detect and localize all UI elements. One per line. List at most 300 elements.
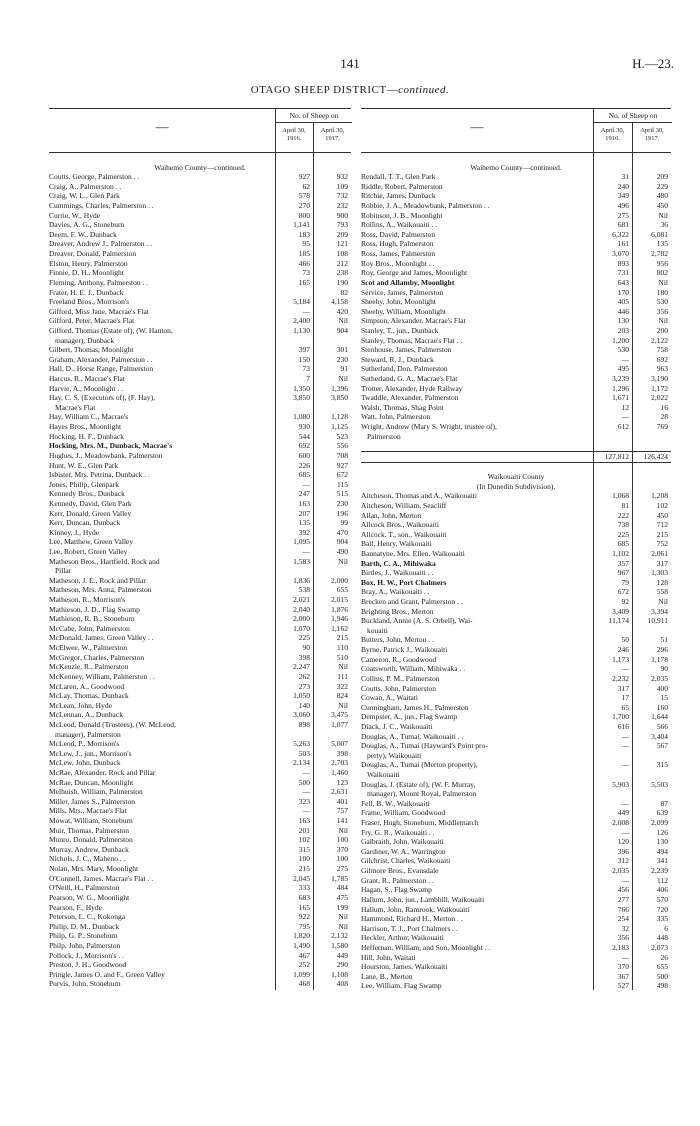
sheep-1917: 1,876 bbox=[331, 604, 348, 614]
sheep-1916: 692 bbox=[298, 441, 310, 451]
owner-name: Fell, B. W., Waikouaiti bbox=[361, 798, 430, 808]
sheep-1917: 900 bbox=[336, 210, 348, 220]
table-row bbox=[361, 933, 671, 943]
owner-name: McLeod, Donald (Trustees), (W. McLeod, bbox=[49, 719, 176, 729]
sheep-1916: 130 bbox=[617, 316, 629, 326]
owner-name: Aitcheson, William, Seacliff bbox=[361, 500, 447, 510]
table-row bbox=[361, 393, 671, 403]
owner-name: McKenzie, R., Palmerston bbox=[49, 662, 129, 672]
owner-name: Diack, J. C., Waikouaiti bbox=[361, 721, 433, 731]
sheep-1916: 398 bbox=[298, 652, 310, 662]
sheep-1917: 3,850 bbox=[331, 393, 348, 403]
sheep-1917: 215 bbox=[336, 633, 348, 643]
table-row bbox=[49, 653, 351, 663]
sheep-1916: — bbox=[621, 731, 629, 741]
owner-name: Pringle, James O. and F., Green Valley bbox=[49, 969, 165, 979]
table-row bbox=[361, 722, 671, 732]
table-row bbox=[361, 211, 671, 221]
owner-name: Philp, G. P., Stoneburn bbox=[49, 931, 118, 941]
table-row bbox=[49, 384, 351, 394]
sheep-1917: Nil bbox=[338, 825, 348, 835]
owner-name: Kinney, J., Hyde bbox=[49, 527, 100, 537]
owner-name: Hocking, H. F., Dunback bbox=[49, 431, 125, 441]
table-row bbox=[361, 847, 671, 857]
owner-name: Bray, A., Waikouaiti . . bbox=[361, 587, 430, 597]
sheep-1917: 90 bbox=[660, 664, 668, 674]
table-row bbox=[361, 943, 671, 953]
sheep-1917: 1,172 bbox=[651, 383, 668, 393]
sheep-1917: 1,460 bbox=[331, 768, 348, 777]
sheep-1916: 1,583 bbox=[293, 556, 310, 566]
owner-name: Davies, A. G., Stoneburn bbox=[49, 220, 125, 230]
owner-name: Jones, Philip, Glenpark bbox=[49, 479, 119, 489]
table-row bbox=[49, 518, 351, 528]
title-italic: continued. bbox=[398, 84, 450, 96]
sheep-1917: 87 bbox=[660, 798, 668, 808]
sheep-1917: 566 bbox=[656, 721, 668, 731]
sheep-1917: 109 bbox=[336, 181, 348, 191]
sheep-1916: 496 bbox=[617, 201, 629, 211]
sheep-1917: 100 bbox=[336, 854, 348, 864]
sheep-1917: 123 bbox=[336, 777, 348, 787]
owner-name: Philip, D. M., Dunback bbox=[49, 921, 120, 931]
sheep-1916: 357 bbox=[617, 558, 629, 568]
table-row bbox=[49, 749, 351, 759]
table-row bbox=[49, 662, 351, 672]
owner-name: Box, H. W., Port Chalmers bbox=[361, 577, 447, 587]
table-row bbox=[49, 845, 351, 855]
table-row bbox=[49, 605, 351, 615]
sheep-1916: 5,903 bbox=[612, 779, 629, 789]
sheep-1917: 1,108 bbox=[331, 969, 348, 979]
sheep-1917: 932 bbox=[336, 172, 348, 182]
owner-name: Aitcheson, Thomas and A., Waikouaiti bbox=[361, 491, 477, 501]
table-row bbox=[361, 491, 671, 501]
sheep-1916: 683 bbox=[298, 892, 310, 902]
sheep-1917: 484 bbox=[336, 883, 348, 893]
sheep-1916: 1,080 bbox=[293, 412, 310, 422]
sheep-1917: 1,580 bbox=[331, 940, 348, 950]
sheep-1917: 232 bbox=[336, 201, 348, 211]
sheep-1916: 32 bbox=[621, 923, 629, 933]
table-row bbox=[361, 539, 671, 549]
table-row bbox=[49, 874, 351, 884]
owner-name: Heckler, Arthur, Waikouaiti bbox=[361, 933, 444, 943]
sheep-1917: 296 bbox=[656, 645, 668, 655]
table-row bbox=[361, 674, 671, 684]
table-row bbox=[49, 912, 351, 922]
table-row bbox=[361, 645, 671, 655]
table-row bbox=[361, 559, 671, 569]
sheep-1917: 1,178 bbox=[651, 654, 668, 664]
sheep-1917: 793 bbox=[336, 220, 348, 230]
table-row bbox=[361, 278, 671, 288]
sheep-1916: — bbox=[621, 354, 629, 364]
sheep-1916: 65 bbox=[621, 702, 629, 712]
sheep-1916: 3,060 bbox=[293, 710, 310, 720]
table-row bbox=[49, 893, 351, 903]
sheep-1917: 28 bbox=[660, 412, 668, 422]
sheep-1916: 317 bbox=[617, 683, 629, 693]
owner-name: Frame, William, Goodwood bbox=[361, 808, 446, 818]
table-row bbox=[361, 568, 671, 578]
table-row bbox=[361, 530, 671, 540]
sheep-1917: 6,081 bbox=[651, 229, 668, 239]
sheep-1917: 100 bbox=[336, 835, 348, 845]
table-row bbox=[361, 828, 671, 838]
sheep-1917: 757 bbox=[336, 806, 348, 816]
sheep-1916: 203 bbox=[617, 325, 629, 335]
owner-name: McElwee, W., Palmerston bbox=[49, 643, 128, 653]
sheep-1917: Nil bbox=[658, 316, 668, 326]
sheep-1916: 1,099 bbox=[293, 969, 310, 979]
table-row bbox=[49, 576, 351, 586]
sheep-1917: 229 bbox=[656, 181, 668, 191]
owner-name: Preston, J. H., Goodwood bbox=[49, 960, 127, 970]
table-row bbox=[49, 864, 351, 874]
owner-name: Melhuish, William, Palmerston bbox=[49, 787, 143, 797]
table-row bbox=[49, 412, 351, 422]
table-row bbox=[49, 470, 351, 480]
owner-name: Miller, James S., Palmerston bbox=[49, 796, 135, 806]
sheep-1917: 639 bbox=[656, 808, 668, 818]
sheep-1917: 141 bbox=[336, 816, 348, 826]
owner-name: perty), Waikouaiti bbox=[367, 750, 422, 760]
sheep-1917: 406 bbox=[656, 885, 668, 895]
sheep-1916: — bbox=[621, 412, 629, 422]
owner-name: Kennedy Bros., Dunback bbox=[49, 489, 125, 499]
left-column bbox=[49, 108, 351, 989]
sheep-1916: 495 bbox=[617, 364, 629, 374]
sheep-1917: 494 bbox=[656, 846, 668, 856]
sheep-1916: 544 bbox=[298, 431, 310, 441]
sheep-1917: 523 bbox=[336, 431, 348, 441]
table-row bbox=[361, 172, 671, 182]
sheep-1917: 2,631 bbox=[331, 787, 348, 797]
owner-name: Ross, James, Palmerston bbox=[361, 249, 436, 259]
table-row bbox=[361, 259, 671, 269]
sheep-1916: 898 bbox=[298, 719, 310, 729]
sheep-1917: 275 bbox=[336, 864, 348, 874]
table-row bbox=[361, 962, 671, 972]
sheep-1917: 322 bbox=[336, 681, 348, 691]
table-row bbox=[361, 972, 671, 982]
table-row bbox=[361, 664, 671, 674]
sheep-1916: — bbox=[302, 306, 310, 316]
owner-name: Mowat, William, Stoneburn bbox=[49, 816, 133, 826]
sheep-1916: 183 bbox=[298, 229, 310, 239]
sheep-1916: 2,035 bbox=[612, 866, 629, 876]
table-row bbox=[49, 806, 351, 816]
sheep-1916: 1,820 bbox=[293, 931, 310, 941]
table-row bbox=[361, 837, 671, 847]
section-heading bbox=[361, 472, 671, 482]
sheep-1916: 11,174 bbox=[608, 616, 629, 626]
sheep-1917: 1,785 bbox=[331, 873, 348, 883]
sheep-1917: 2,022 bbox=[651, 393, 668, 403]
owner-name: manager), Palmerston bbox=[55, 729, 121, 739]
sheep-1917: Nil bbox=[658, 277, 668, 287]
sheep-1916: 738 bbox=[617, 520, 629, 530]
table-row bbox=[361, 789, 671, 799]
column-rule bbox=[632, 153, 633, 990]
owner-name: Matheson, R., Morrison's bbox=[49, 595, 126, 605]
sheep-1917: 758 bbox=[656, 345, 668, 355]
sheep-1917: 475 bbox=[336, 892, 348, 902]
table-row bbox=[361, 885, 671, 895]
owner-name: Currie, W., Hyde bbox=[49, 210, 101, 220]
owner-name: Kerr, Donald, Green Valley bbox=[49, 508, 132, 518]
sheep-1917: 567 bbox=[656, 741, 668, 751]
sheep-1916: 102 bbox=[298, 835, 310, 845]
owner-name: Ross, Hugh, Palmerston bbox=[361, 239, 434, 249]
table-row bbox=[361, 520, 671, 530]
header-group-label: No. of Sheep on bbox=[594, 109, 672, 123]
table-row bbox=[361, 799, 671, 809]
owner-name: Heffernan, William, and Son, Moonlight . . bbox=[361, 942, 491, 952]
sheep-1917: 400 bbox=[656, 683, 668, 693]
owner-name: Kennedy, David, Glen Park bbox=[49, 498, 132, 508]
sheep-1916: — bbox=[621, 952, 629, 962]
sheep-1917: 2,000 bbox=[331, 575, 348, 585]
section-heading bbox=[361, 163, 671, 173]
sheep-1917: Nil bbox=[658, 210, 668, 220]
table-row bbox=[49, 422, 351, 432]
sheep-1916: 893 bbox=[617, 258, 629, 268]
owner-name: Graham, Alexander, Palmerston . . bbox=[49, 354, 153, 364]
table-row bbox=[361, 703, 671, 713]
sheep-1916: 201 bbox=[298, 825, 310, 835]
owner-name: Walsh, Thomas, Shag Point bbox=[361, 402, 444, 412]
sheep-1917: 209 bbox=[336, 229, 348, 239]
owner-name: Steward, R. J., Dunback bbox=[361, 354, 434, 364]
owner-name: Hammond, Richard H., Merton . . bbox=[361, 914, 463, 924]
owner-name: Deem, F. W., Dunback bbox=[49, 229, 117, 239]
sheep-1917: 398 bbox=[336, 748, 348, 758]
page-number: 141 bbox=[340, 56, 360, 71]
table-row bbox=[361, 384, 671, 394]
sheep-1916: — bbox=[621, 741, 629, 751]
table-row bbox=[49, 307, 351, 317]
sheep-1916: 1,130 bbox=[293, 325, 310, 335]
sheep-1916: 466 bbox=[298, 258, 310, 268]
sheep-1917: 370 bbox=[336, 844, 348, 854]
sheep-1916: — bbox=[621, 827, 629, 837]
owner-name: Dreaver, Donald, Palmerston bbox=[49, 249, 137, 259]
table-row bbox=[49, 239, 351, 249]
sheep-1916: — bbox=[621, 760, 629, 770]
table-row bbox=[361, 684, 671, 694]
page-reference: H.—23. bbox=[632, 56, 674, 71]
sheep-1917: 712 bbox=[656, 520, 668, 530]
owner-name: Hunt, W. E., Glen Park bbox=[49, 460, 119, 470]
owner-name: Douglas, A., Tumai (Hayward's Point pro- bbox=[361, 741, 488, 751]
section-title: Waikouaiti County bbox=[487, 472, 545, 482]
sheep-1917: 26 bbox=[660, 952, 668, 962]
sheep-1916: 323 bbox=[298, 796, 310, 806]
sheep-1916: 215 bbox=[298, 864, 310, 874]
owner-name: Hourston, James, Waikouaiti bbox=[361, 962, 448, 972]
sheep-1917: 99 bbox=[340, 518, 348, 528]
column-rule bbox=[593, 153, 594, 990]
owner-name: Bannatyne, Mrs. Ellen, Waikouaiti bbox=[361, 548, 465, 558]
owner-name: Matheson, J. E., Rock and Pillar bbox=[49, 575, 146, 585]
sheep-1916: 79 bbox=[621, 577, 629, 587]
table-row bbox=[361, 780, 671, 790]
sheep-1916: 930 bbox=[298, 422, 310, 432]
owner-name: Peterson, L. C., Kokonga bbox=[49, 912, 126, 922]
owner-name: Stanley, Thomas, Macrae's Flat . . bbox=[361, 335, 463, 345]
sheep-1917: 408 bbox=[336, 979, 348, 989]
owner-name: Gilbert, Thomas, Moonlight bbox=[49, 345, 134, 355]
owner-name: Pollock, J., Morrison's . . bbox=[49, 950, 124, 960]
owner-name: Frater, H. E. J., Dunback bbox=[49, 287, 124, 297]
table-row bbox=[361, 607, 671, 617]
sheep-1916: 2,134 bbox=[293, 758, 310, 768]
sheep-1916: 207 bbox=[298, 508, 310, 518]
sheep-1916: 685 bbox=[298, 470, 310, 480]
sheep-1916: 3,070 bbox=[612, 249, 629, 259]
sheep-1917: Nil bbox=[338, 700, 348, 710]
table-row bbox=[361, 635, 671, 645]
sheep-1916: 456 bbox=[617, 885, 629, 895]
sheep-1916: 766 bbox=[617, 904, 629, 914]
sheep-1917: Nil bbox=[338, 316, 348, 326]
table-row bbox=[49, 614, 351, 624]
owner-name: Stanley, T., jun., Dunback bbox=[361, 325, 439, 335]
section-title: Waihemo County—continued. bbox=[470, 162, 562, 172]
sheep-1917: 5,007 bbox=[331, 739, 348, 749]
sheep-1917: 1,162 bbox=[331, 623, 348, 633]
table-row bbox=[49, 278, 351, 288]
header-col-1917: April 30, 1917. bbox=[313, 123, 351, 152]
owner-name: Roy Bros., Moonlight . . bbox=[361, 258, 435, 268]
owner-name: Mills, Mrs., Macrae's Flat bbox=[49, 806, 127, 816]
sheep-1916: 392 bbox=[298, 527, 310, 537]
sheep-1917: 180 bbox=[656, 287, 668, 297]
sheep-1917: 110 bbox=[337, 643, 348, 653]
owner-name: Dreaver, Andrew J., Palmerston . . bbox=[49, 239, 153, 249]
table-row bbox=[361, 856, 671, 866]
sheep-1917: 672 bbox=[336, 470, 348, 480]
sheep-1916: 1,671 bbox=[612, 393, 629, 403]
owner-name: Mathieson, J. D., Flag Swamp bbox=[49, 604, 140, 614]
owner-name: Freeland Bros., Morrison's bbox=[49, 297, 130, 307]
owner-name: Douglas, A., Tumai (Merton property), bbox=[361, 760, 478, 770]
owner-name: Rendall, T. T., Glen Park bbox=[361, 172, 436, 182]
sheep-1917: 2,099 bbox=[651, 818, 668, 828]
table-row bbox=[49, 768, 351, 778]
sheep-1917: 556 bbox=[336, 441, 348, 451]
sheep-1917: 2,061 bbox=[651, 548, 668, 558]
table-row bbox=[49, 355, 351, 365]
table-row bbox=[361, 297, 671, 307]
sheep-1917: 91 bbox=[340, 364, 348, 374]
sheep-1916: 92 bbox=[621, 597, 629, 607]
sheep-1917: 317 bbox=[656, 558, 668, 568]
owner-name: Lee, Matthew, Green Valley bbox=[49, 537, 134, 547]
owner-name: Sheehy, William, Moonlight bbox=[361, 306, 446, 316]
owner-name: Pearson, F., Hyde bbox=[49, 902, 102, 912]
owner-name: McLeod, P., Morrison's bbox=[49, 739, 120, 749]
owner-name: Nichols, J. C., Maheno . . bbox=[49, 854, 126, 864]
table-row bbox=[361, 905, 671, 915]
table-row bbox=[361, 191, 671, 201]
owner-name: Douglas, A., Tumai, Waikouaiti . . bbox=[361, 731, 464, 741]
sheep-1917: 230 bbox=[336, 498, 348, 508]
table-row bbox=[361, 432, 671, 442]
owner-name: McRae, Duncan, Moonlight bbox=[49, 777, 134, 787]
sheep-1916: 73 bbox=[302, 364, 310, 374]
table-row bbox=[49, 297, 351, 307]
table-row bbox=[49, 441, 351, 451]
table-row bbox=[361, 451, 671, 463]
owner-name: McLennan, A., Dunback bbox=[49, 710, 123, 720]
sheep-1917: 215 bbox=[656, 529, 668, 539]
table-row bbox=[49, 153, 351, 163]
owner-name: O'Neill, H., Palmerston bbox=[49, 883, 120, 893]
table-row bbox=[361, 355, 671, 365]
sheep-1917: 3,475 bbox=[331, 710, 348, 720]
owner-name: Lane, B., Merton bbox=[361, 971, 413, 981]
column-rule bbox=[275, 153, 276, 990]
sheep-1916: 600 bbox=[298, 450, 310, 460]
table-row bbox=[361, 808, 671, 818]
table-row bbox=[49, 682, 351, 692]
sheep-1916: 127,812 bbox=[604, 451, 629, 461]
table-row bbox=[361, 732, 671, 742]
sheep-1917: 558 bbox=[656, 587, 668, 597]
sheep-1916: 2,040 bbox=[293, 604, 310, 614]
table-row bbox=[49, 672, 351, 682]
sheep-1916: 927 bbox=[298, 172, 310, 182]
section-title: (In Dunedin Subdivision). bbox=[476, 481, 556, 491]
sheep-1916: 1,102 bbox=[612, 548, 629, 558]
owner-name: Grant, R., Palmerston . . bbox=[361, 875, 434, 885]
section-heading bbox=[49, 163, 351, 173]
table-row bbox=[49, 489, 351, 499]
sheep-1916: 530 bbox=[617, 345, 629, 355]
sheep-1916: 315 bbox=[298, 844, 310, 854]
owner-name: Palmerston bbox=[367, 431, 401, 441]
table-row bbox=[49, 393, 351, 403]
table-row bbox=[49, 268, 351, 278]
table-row bbox=[361, 316, 671, 326]
table-row bbox=[361, 403, 671, 413]
table-row bbox=[49, 480, 351, 490]
header-col-1916: April 30, 1916. bbox=[282, 127, 306, 142]
owner-name: Craig, W. L., Glen Park bbox=[49, 191, 120, 201]
owner-name: Cummings, Charles, Palmerston . . bbox=[49, 201, 154, 211]
table-row bbox=[49, 374, 351, 384]
sheep-1917: 335 bbox=[656, 914, 668, 924]
sheep-1916: 163 bbox=[298, 816, 310, 826]
sheep-1917: 2,782 bbox=[651, 249, 668, 259]
table-row bbox=[361, 712, 671, 722]
sheep-1917: 500 bbox=[656, 971, 668, 981]
owner-name: Waikouaiti bbox=[367, 770, 400, 779]
table-row bbox=[361, 288, 671, 298]
table-row bbox=[49, 211, 351, 221]
sheep-1917: 209 bbox=[656, 172, 668, 182]
owner-name: Pearson, W. G., Moonlight bbox=[49, 892, 130, 902]
sheep-1916: 578 bbox=[298, 191, 310, 201]
table-row bbox=[49, 547, 351, 557]
table-row bbox=[361, 616, 671, 626]
owner-name: Gifford, Peter, Macrae's Flat bbox=[49, 316, 135, 326]
sheep-1916: 5,184 bbox=[293, 297, 310, 307]
sheep-1917: Nil bbox=[338, 912, 348, 922]
